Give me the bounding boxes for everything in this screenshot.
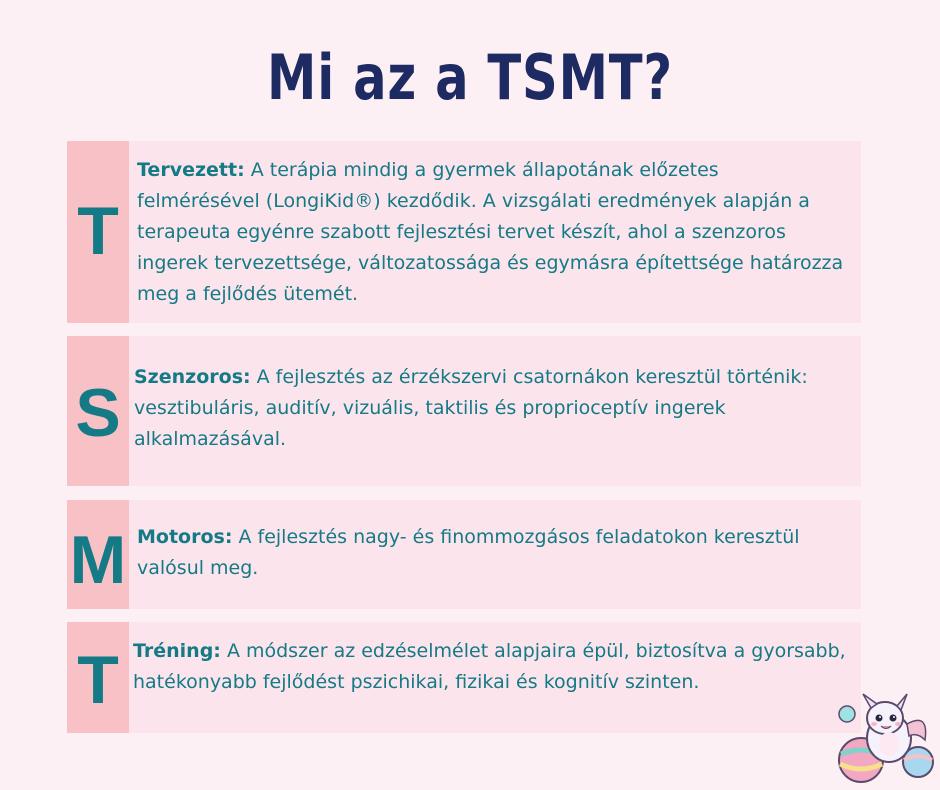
card-body: A terápia mindig a gyermek állapotának előzetes felmérésével (LongiKid®) kezdődik. A vizsgálati eredmények alapján a terapeuta egyénre szabott fejlesztési tervet készít, ahol a szenzoros ingerek tervezettsége, változatossága és egymásra építettsége határozza meg a fejlődés ütemét. [137, 159, 844, 305]
card-lead: Motoros: [137, 526, 233, 548]
tsmt-card-t-trening [67, 622, 861, 733]
card-lead: Tréning: [133, 640, 221, 662]
card-letter: T [77, 642, 119, 718]
card-text [133, 636, 847, 698]
card-text [134, 362, 847, 455]
letter-box [67, 336, 129, 486]
page-title: Mi az a TSMT? [267, 41, 673, 114]
mascot-illustration [833, 690, 937, 786]
card-letter: M [69, 522, 127, 598]
dragon-mascot-icon [833, 690, 937, 786]
card-lead: Szenzoros: [134, 366, 251, 388]
card-letter: S [75, 375, 121, 451]
card-text [137, 522, 847, 584]
card-lead: Tervezett: [137, 159, 245, 181]
letter-box [67, 500, 129, 609]
card-body: A fejlesztés nagy- és finommozgásos feladatokon keresztül valósul meg. [137, 526, 800, 579]
card-letter: T [77, 193, 119, 269]
card-text [137, 155, 847, 310]
letter-box [67, 622, 129, 733]
letter-box [67, 141, 129, 323]
tsmt-card-m-motoros [67, 500, 861, 609]
tsmt-card-s-szenzoros [67, 336, 861, 486]
card-body: A módszer az edzéselmélet alapjaira épül, biztosítva a gyorsabb, hatékonyabb fejlődést pszichikai, fizikai és kognitív szinten. [133, 640, 846, 693]
card-body: A fejlesztés az érzékszervi csatornákon keresztül történik: vesztibuláris, auditív, vizuális, taktilis és proprioceptív ingerek alkalmazásával. [134, 366, 808, 450]
tsmt-card-t-tervezett [67, 141, 861, 323]
